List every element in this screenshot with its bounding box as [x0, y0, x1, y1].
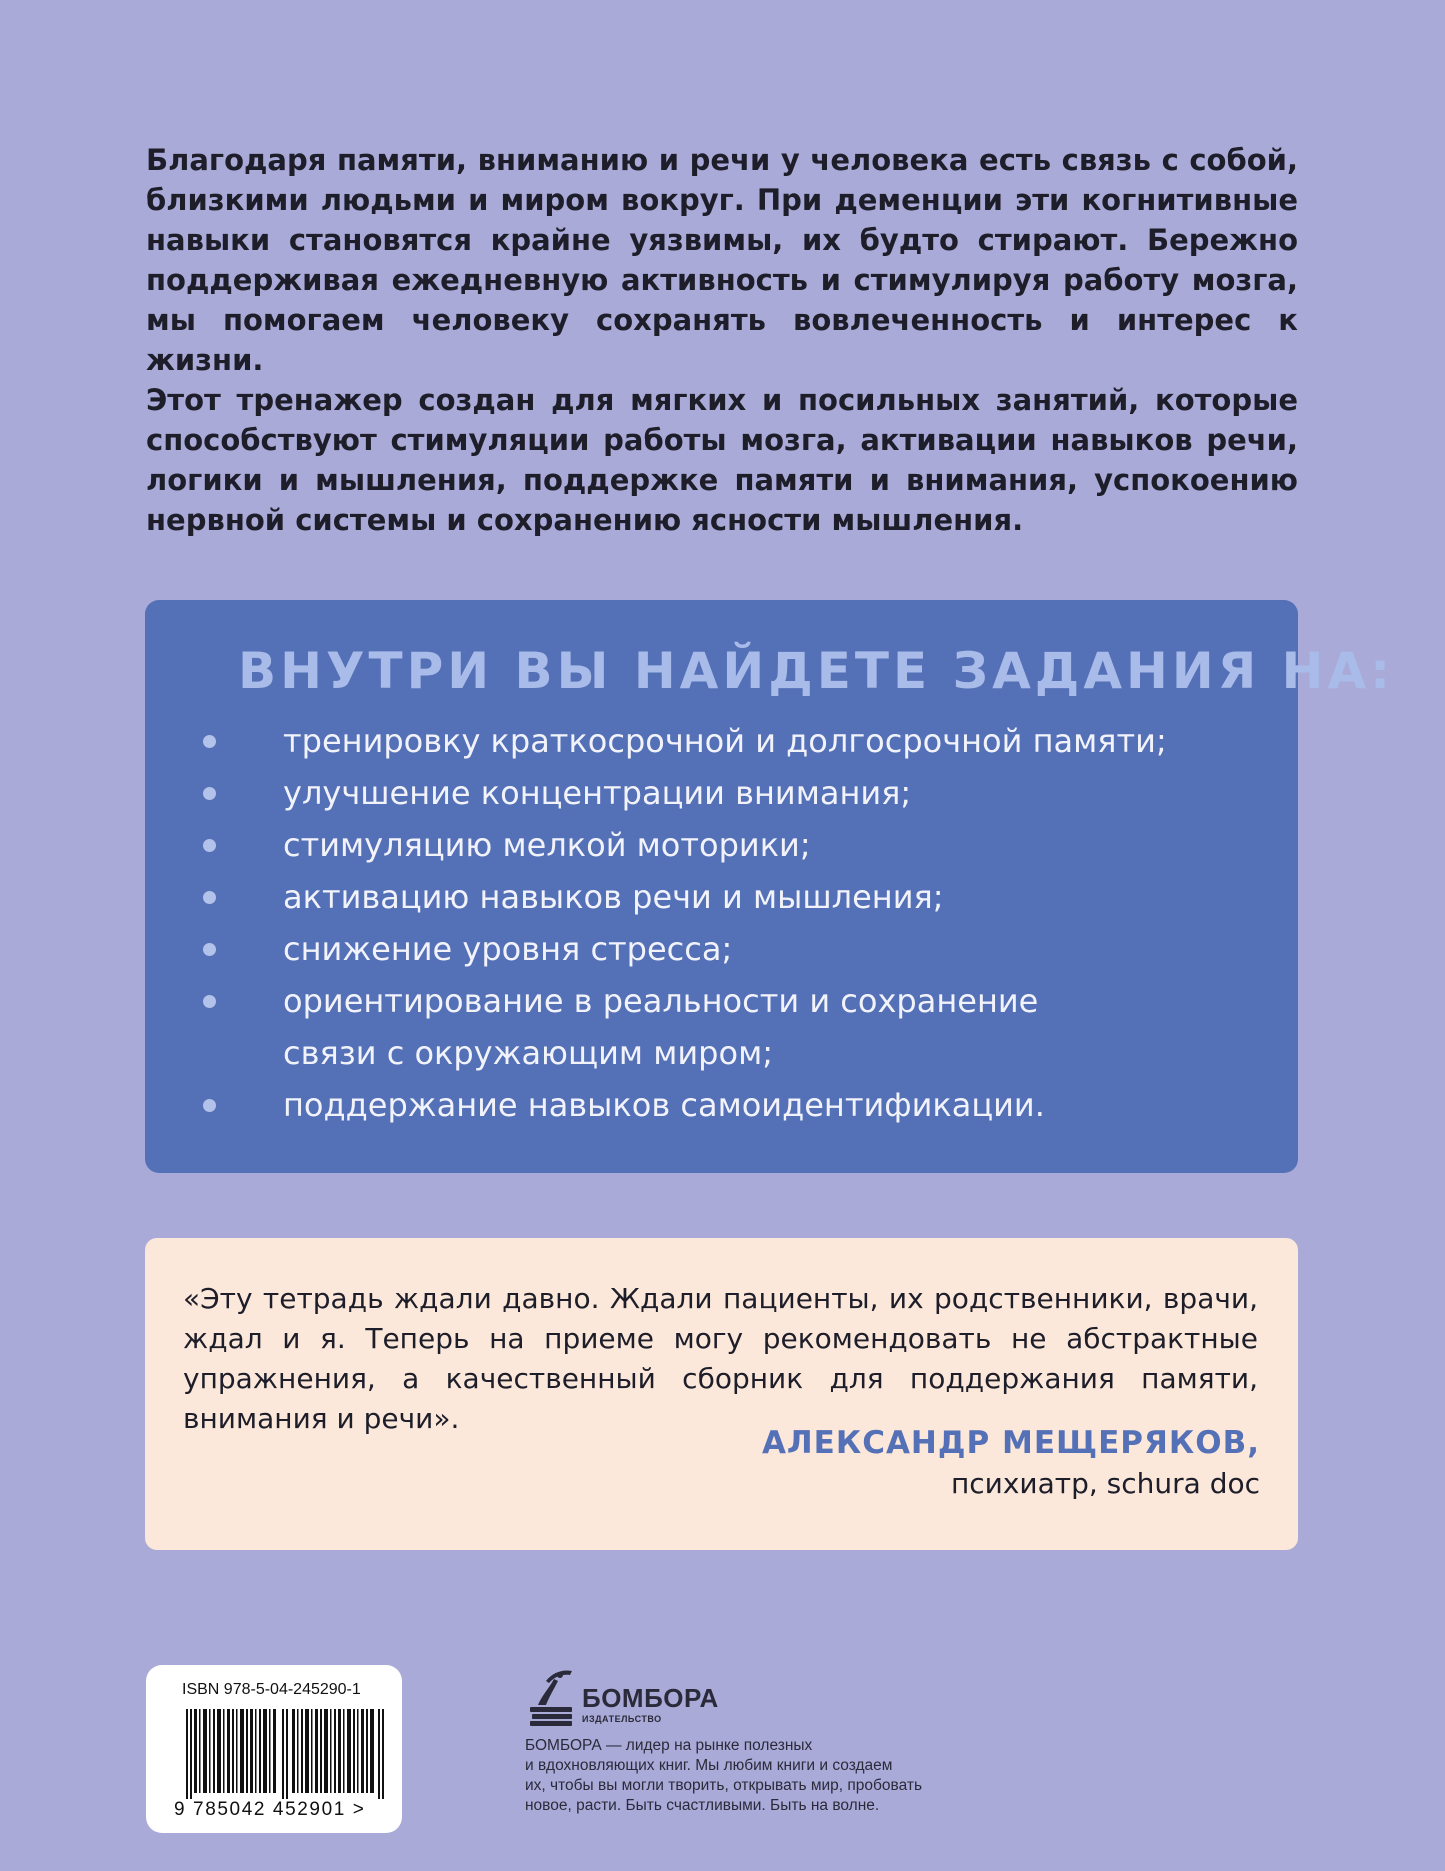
list-item-text: ориентирование в реальности и сохранение связи с окружающим миром; [283, 982, 1039, 1072]
barcode-icon [186, 1709, 386, 1799]
list-item-text: стимуляцию мелкой моторики; [283, 826, 811, 864]
publisher-description-line: БОМБОРА — лидер на рынке полезных [525, 1737, 813, 1754]
bullet-icon [203, 995, 216, 1008]
isbn-digits: 9 785042 452901 > [174, 1799, 366, 1820]
list-item [201, 975, 1043, 1079]
list-item [201, 871, 1261, 923]
list-item-text: улучшение концентрации внимания; [283, 774, 912, 812]
list-item-text: поддержание навыков самоидентификации. [283, 1086, 1045, 1124]
intro-paragraph-1: Благодаря памяти, вниманию и речи у человека есть связь с собой, близкими людьми и миром вокруг. При деменции эти когнитивные навыки становятся крайне уязвимы, их будто стирают. Бережно поддерживая ежедневную активность и стимулируя работу мозга, мы помогаем человеку сохранять вовлеченность и интерес к жизни. [146, 143, 1298, 377]
quote-author: АЛЕКСАНДР МЕЩЕРЯКОВ, [761, 1425, 1260, 1461]
list-item [201, 715, 1261, 767]
bullet-icon [203, 839, 216, 852]
quote-panel [145, 1238, 1298, 1550]
isbn-label: ISBN 978-5-04-245290-1 [182, 1681, 361, 1698]
list-item-text: активацию навыков речи и мышления; [283, 878, 944, 916]
tasks-list [201, 715, 1261, 1131]
list-item-text: тренировку краткосрочной и долгосрочной памяти; [283, 722, 1167, 760]
intro-paragraph-2: Этот тренажер создан для мягких и посильных занятий, которые способствуют стимуляции работы мозга, активации навыков речи, логики и мышления, поддержке памяти и внимания, успокоению нервной системы и сохранению ясности мышления. [146, 383, 1298, 537]
quote-author-role: психиатр, schura doc [950, 1467, 1260, 1500]
bullet-icon [203, 943, 216, 956]
bullet-icon [203, 891, 216, 904]
publisher-subtitle: ИЗДАТЕЛЬСТВО [582, 1714, 662, 1724]
list-item [201, 819, 1261, 871]
tasks-title: ВНУТРИ ВЫ НАЙДЕТЕ ЗАДАНИЯ НА: [238, 642, 1395, 700]
tasks-panel [145, 600, 1395, 1173]
publisher-description-line: новое, расти. Быть счастливыми. Быть на волне. [525, 1797, 880, 1814]
quote-text: «Эту тетрадь ждали давно. Ждали пациенты, их родственники, врачи, ждал и я. Теперь на приеме могу рекомендовать не абстрактные упражнения, а качественный сборник для поддержания памяти, внимания и речи». [183, 1282, 1258, 1435]
list-item [201, 767, 1261, 819]
isbn-barcode-panel [146, 1665, 402, 1833]
bullet-icon [203, 1099, 216, 1112]
bullet-icon [203, 787, 216, 800]
publisher-description [525, 1736, 945, 1816]
list-item [201, 923, 1261, 975]
bullet-icon [203, 735, 216, 748]
publisher-description-line: и вдохновляющих книг. Мы любим книги и создаем [525, 1757, 893, 1774]
publisher-description-line: их, чтобы вы могли творить, открывать мир, пробовать [525, 1777, 923, 1794]
publisher-name: БОМБОРА [582, 1683, 719, 1713]
list-item-text: снижение уровня стресса; [283, 930, 733, 968]
list-item [201, 1079, 1261, 1131]
